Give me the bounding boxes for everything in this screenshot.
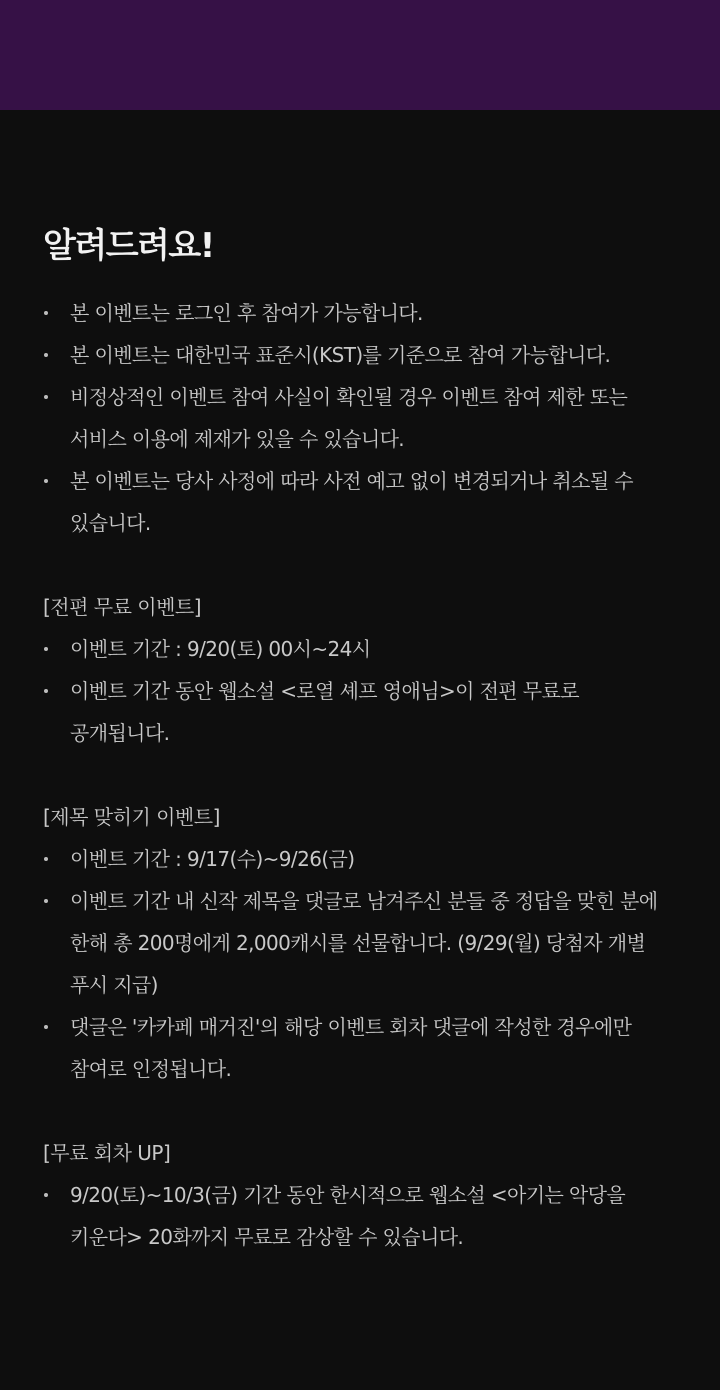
section-heading: [제목 맞히기 이벤트] xyxy=(43,805,220,829)
list-item xyxy=(43,838,673,880)
list-item-text: 이벤트 기간 : 9/17(수)~9/26(금) xyxy=(70,847,355,871)
section-list xyxy=(43,628,673,754)
section-list xyxy=(43,838,673,1090)
section-heading: [전편 무료 이벤트] xyxy=(43,595,202,619)
bullet-dot-icon xyxy=(44,353,48,357)
free-all-episodes-event xyxy=(43,586,673,754)
general-notice-list xyxy=(43,292,673,544)
list-item xyxy=(43,334,673,376)
list-item-text: 9/20(토)~10/3(금) 기간 동안 한시적으로 웹소설 <아기는 악당을 키운다> 20화까지 무료로 감상할 수 있습니다. xyxy=(70,1183,626,1249)
list-item xyxy=(43,628,673,670)
list-item xyxy=(43,460,673,544)
list-item xyxy=(43,292,673,334)
bullet-dot-icon xyxy=(44,1193,48,1197)
bullet-dot-icon xyxy=(44,1025,48,1029)
list-item xyxy=(43,670,673,754)
top-banner-band xyxy=(0,0,720,110)
bullet-dot-icon xyxy=(44,311,48,315)
list-item-text: 댓글은 '카카페 매거진'의 해당 이벤트 회차 댓글에 작성한 경우에만 참여로 인정됩니다. xyxy=(70,1015,632,1081)
bullet-dot-icon xyxy=(44,647,48,651)
guess-title-event xyxy=(43,796,673,1090)
list-item xyxy=(43,1006,673,1090)
list-item xyxy=(43,880,673,1006)
general-notice-block xyxy=(43,292,673,544)
notice-title: 알려드려요! xyxy=(43,226,214,266)
list-item-text: 이벤트 기간 내 신작 제목을 댓글로 남겨주신 분들 중 정답을 맞힌 분에 한해 총 200명에게 2,000캐시를 선물합니다. (9/29(월) 당첨자 개별 푸시 지급) xyxy=(70,889,658,997)
free-episodes-up-event xyxy=(43,1132,673,1258)
list-item-text: 비정상적인 이벤트 참여 사실이 확인될 경우 이벤트 참여 제한 또는 서비스 이용에 제재가 있을 수 있습니다. xyxy=(70,385,628,451)
list-item xyxy=(43,376,673,460)
list-item-text: 본 이벤트는 대한민국 표준시(KST)를 기준으로 참여 가능합니다. xyxy=(70,343,611,367)
list-item-text: 본 이벤트는 로그인 후 참여가 가능합니다. xyxy=(70,301,423,325)
bullet-dot-icon xyxy=(44,479,48,483)
bullet-dot-icon xyxy=(44,857,48,861)
bullet-dot-icon xyxy=(44,689,48,693)
bullet-dot-icon xyxy=(44,395,48,399)
section-heading: [무료 회차 UP] xyxy=(43,1141,171,1165)
list-item-text: 이벤트 기간 : 9/20(토) 00시~24시 xyxy=(70,637,371,661)
bullet-dot-icon xyxy=(44,899,48,903)
notice-section xyxy=(43,222,673,1300)
list-item-text: 본 이벤트는 당사 사정에 따라 사전 예고 없이 변경되거나 취소될 수 있습니다. xyxy=(70,469,634,535)
section-list xyxy=(43,1174,673,1258)
list-item xyxy=(43,1174,673,1258)
list-item-text: 이벤트 기간 동안 웹소설 <로열 셰프 영애님>이 전편 무료로 공개됩니다. xyxy=(70,679,579,745)
